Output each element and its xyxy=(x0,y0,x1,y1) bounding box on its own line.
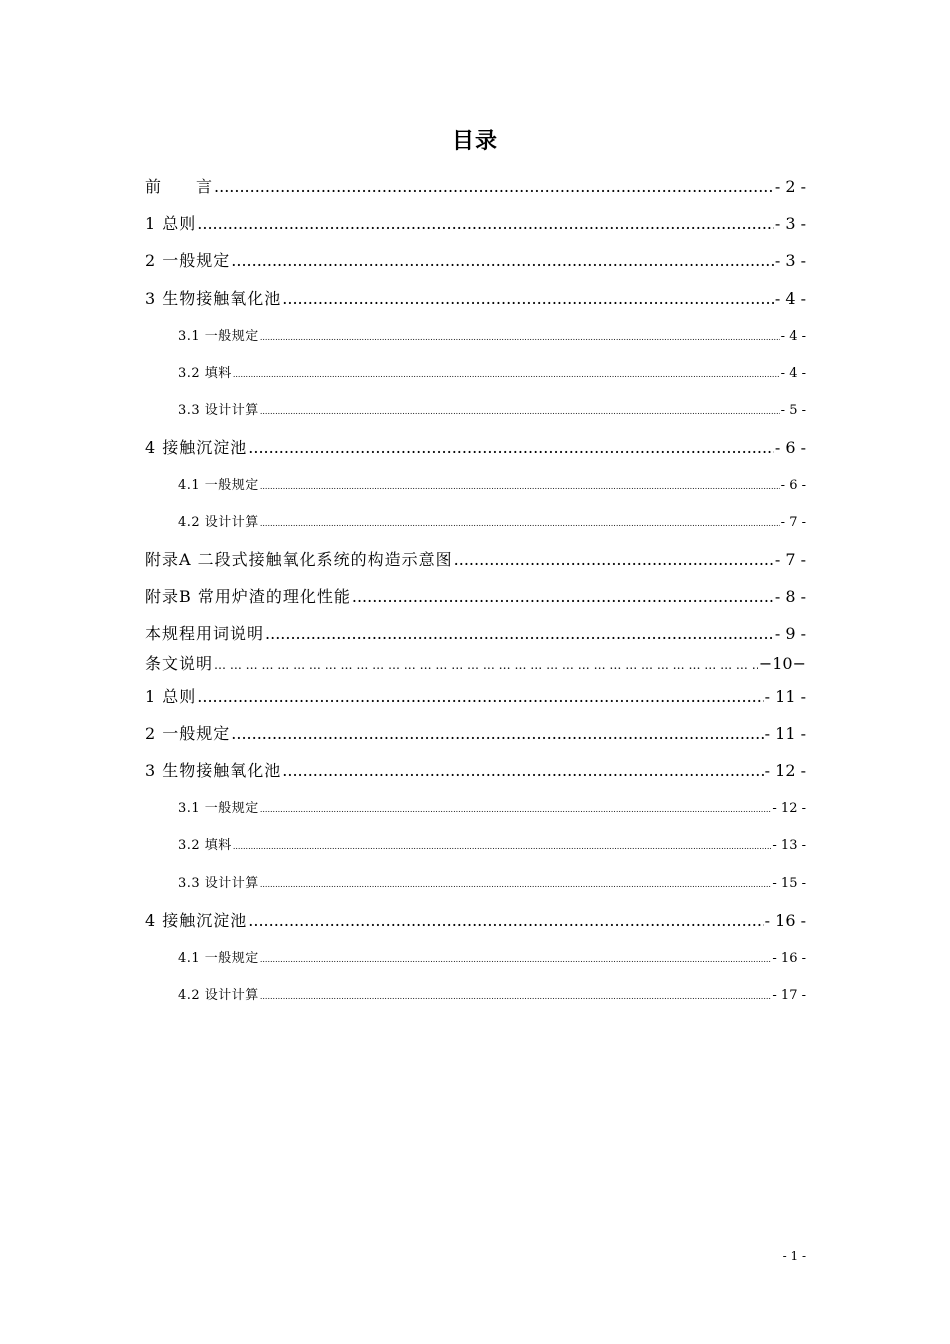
toc-entry-page: - 5 - xyxy=(780,403,806,418)
toc-entry-page: - 7 - xyxy=(780,515,806,530)
toc-dot-leader xyxy=(260,988,772,1003)
toc-entry-page: - 11 - xyxy=(764,687,806,706)
toc-dot-leader xyxy=(454,550,774,569)
toc-entry-label: 附录B 常用炉渣的理化性能 xyxy=(145,587,351,606)
toc-entry-label: 4 接触沉淀池 xyxy=(145,911,248,930)
toc-entry-label: 本规程用词说明 xyxy=(145,624,265,643)
toc-dot-leader xyxy=(265,624,774,643)
toc-entry-page: - 17 - xyxy=(772,988,806,1003)
toc-entry-3[interactable] xyxy=(145,286,806,309)
toc-dot-leader xyxy=(260,801,772,816)
toc-entry-page: - 3 - xyxy=(774,214,806,233)
page-number: - 1 - xyxy=(782,1249,806,1263)
toc-entry-3-3[interactable] xyxy=(178,399,806,418)
toc-entry-label: 前 言 xyxy=(145,177,214,196)
toc-entry-label: 3 生物接触氧化池 xyxy=(145,289,282,308)
toc-dot-leader xyxy=(248,438,774,457)
toc-dot-leader xyxy=(231,724,763,743)
toc-entry-label: 2 一般规定 xyxy=(145,724,231,743)
toc-entry-2[interactable] xyxy=(145,248,806,271)
toc-entry-label: 3.3 设计计算 xyxy=(178,403,259,418)
toc-entry-explanation[interactable] xyxy=(145,651,806,674)
toc-entry-terms[interactable] xyxy=(145,621,806,644)
toc-entry-e1[interactable] xyxy=(145,684,806,707)
toc-entry-e4-2[interactable] xyxy=(178,984,806,1003)
toc-entry-label: 4.2 设计计算 xyxy=(178,988,259,1003)
toc-dot-leader xyxy=(260,515,780,530)
toc-dot-leader xyxy=(214,177,774,196)
toc-dot-leader xyxy=(197,214,774,233)
toc-entry-page: - 16 - xyxy=(772,951,806,966)
toc-entry-page: −10− xyxy=(758,654,806,673)
toc-dot-leader xyxy=(248,911,763,930)
toc-entry-label: 4 接触沉淀池 xyxy=(145,438,248,457)
toc-entry-appendix-a[interactable] xyxy=(145,547,806,570)
toc-entry-page: - 12 - xyxy=(772,801,806,816)
toc-entry-label: 3.1 一般规定 xyxy=(178,329,259,344)
toc-dot-leader xyxy=(197,687,763,706)
toc-entry-page: - 2 - xyxy=(774,177,806,196)
toc-dot-leader xyxy=(282,761,763,780)
toc-entry-page: - 4 - xyxy=(780,366,806,381)
toc-entry-e3-2[interactable] xyxy=(178,834,806,853)
toc-dot-leader xyxy=(214,654,758,673)
toc-entry-page: - 13 - xyxy=(772,838,806,853)
toc-entry-page: - 4 - xyxy=(774,289,806,308)
toc-entry-e3[interactable] xyxy=(145,758,806,781)
toc-dot-leader xyxy=(260,403,780,418)
toc-dot-leader xyxy=(352,587,774,606)
toc-entry-page: - 6 - xyxy=(780,478,806,493)
toc-entry-page: - 15 - xyxy=(772,876,806,891)
toc-entry-4-2[interactable] xyxy=(178,511,806,530)
toc-entry-page: - 16 - xyxy=(764,911,806,930)
toc-entry-page: - 7 - xyxy=(774,550,806,569)
toc-entry-label: 4.1 一般规定 xyxy=(178,478,259,493)
toc-entry-label: 4.1 一般规定 xyxy=(178,951,259,966)
toc-entry-page: - 11 - xyxy=(764,724,806,743)
page-title: 目录 xyxy=(451,128,498,154)
toc-entry-label: 条文说明 xyxy=(145,654,214,673)
toc-entry-e2[interactable] xyxy=(145,721,806,744)
toc-entry-4-1[interactable] xyxy=(178,474,806,493)
toc-dot-leader xyxy=(260,876,772,891)
toc-entry-3-2[interactable] xyxy=(178,362,806,381)
toc-entry-appendix-b[interactable] xyxy=(145,584,806,607)
toc-entry-label: 3.1 一般规定 xyxy=(178,801,259,816)
toc-entry-label: 3.2 填料 xyxy=(178,366,232,381)
toc-entry-page: - 6 - xyxy=(774,438,806,457)
toc-dot-leader xyxy=(233,838,772,853)
toc-entry-e3-1[interactable] xyxy=(178,797,806,816)
toc-entry-page: - 12 - xyxy=(764,761,806,780)
toc-entry-label: 3.3 设计计算 xyxy=(178,876,259,891)
toc-entry-page: - 8 - xyxy=(774,587,806,606)
toc-dot-leader xyxy=(231,251,774,270)
toc-entry-label: 附录A 二段式接触氧化系统的构造示意图 xyxy=(145,550,453,569)
toc-dot-leader xyxy=(260,329,780,344)
toc-dot-leader xyxy=(233,366,780,381)
toc-entry-preface[interactable] xyxy=(145,174,806,197)
toc-entry-page: - 9 - xyxy=(774,624,806,643)
toc-dot-leader xyxy=(260,951,772,966)
toc-entry-4[interactable] xyxy=(145,435,806,458)
toc-entry-e3-3[interactable] xyxy=(178,872,806,891)
toc-entry-page: - 3 - xyxy=(774,251,806,270)
toc-entry-e4-1[interactable] xyxy=(178,947,806,966)
toc-entry-1[interactable] xyxy=(145,211,806,234)
toc-dot-leader xyxy=(260,478,780,493)
toc-entry-e4[interactable] xyxy=(145,908,806,931)
toc-entry-label: 4.2 设计计算 xyxy=(178,515,259,530)
toc-entry-label: 3 生物接触氧化池 xyxy=(145,761,282,780)
toc-entry-label: 3.2 填料 xyxy=(178,838,232,853)
toc-dot-leader xyxy=(282,289,774,308)
toc-entry-label: 1 总则 xyxy=(145,687,197,706)
toc-entry-label: 2 一般规定 xyxy=(145,251,231,270)
toc-entry-3-1[interactable] xyxy=(178,325,806,344)
toc-entry-label: 1 总则 xyxy=(145,214,197,233)
toc-entry-page: - 4 - xyxy=(780,329,806,344)
